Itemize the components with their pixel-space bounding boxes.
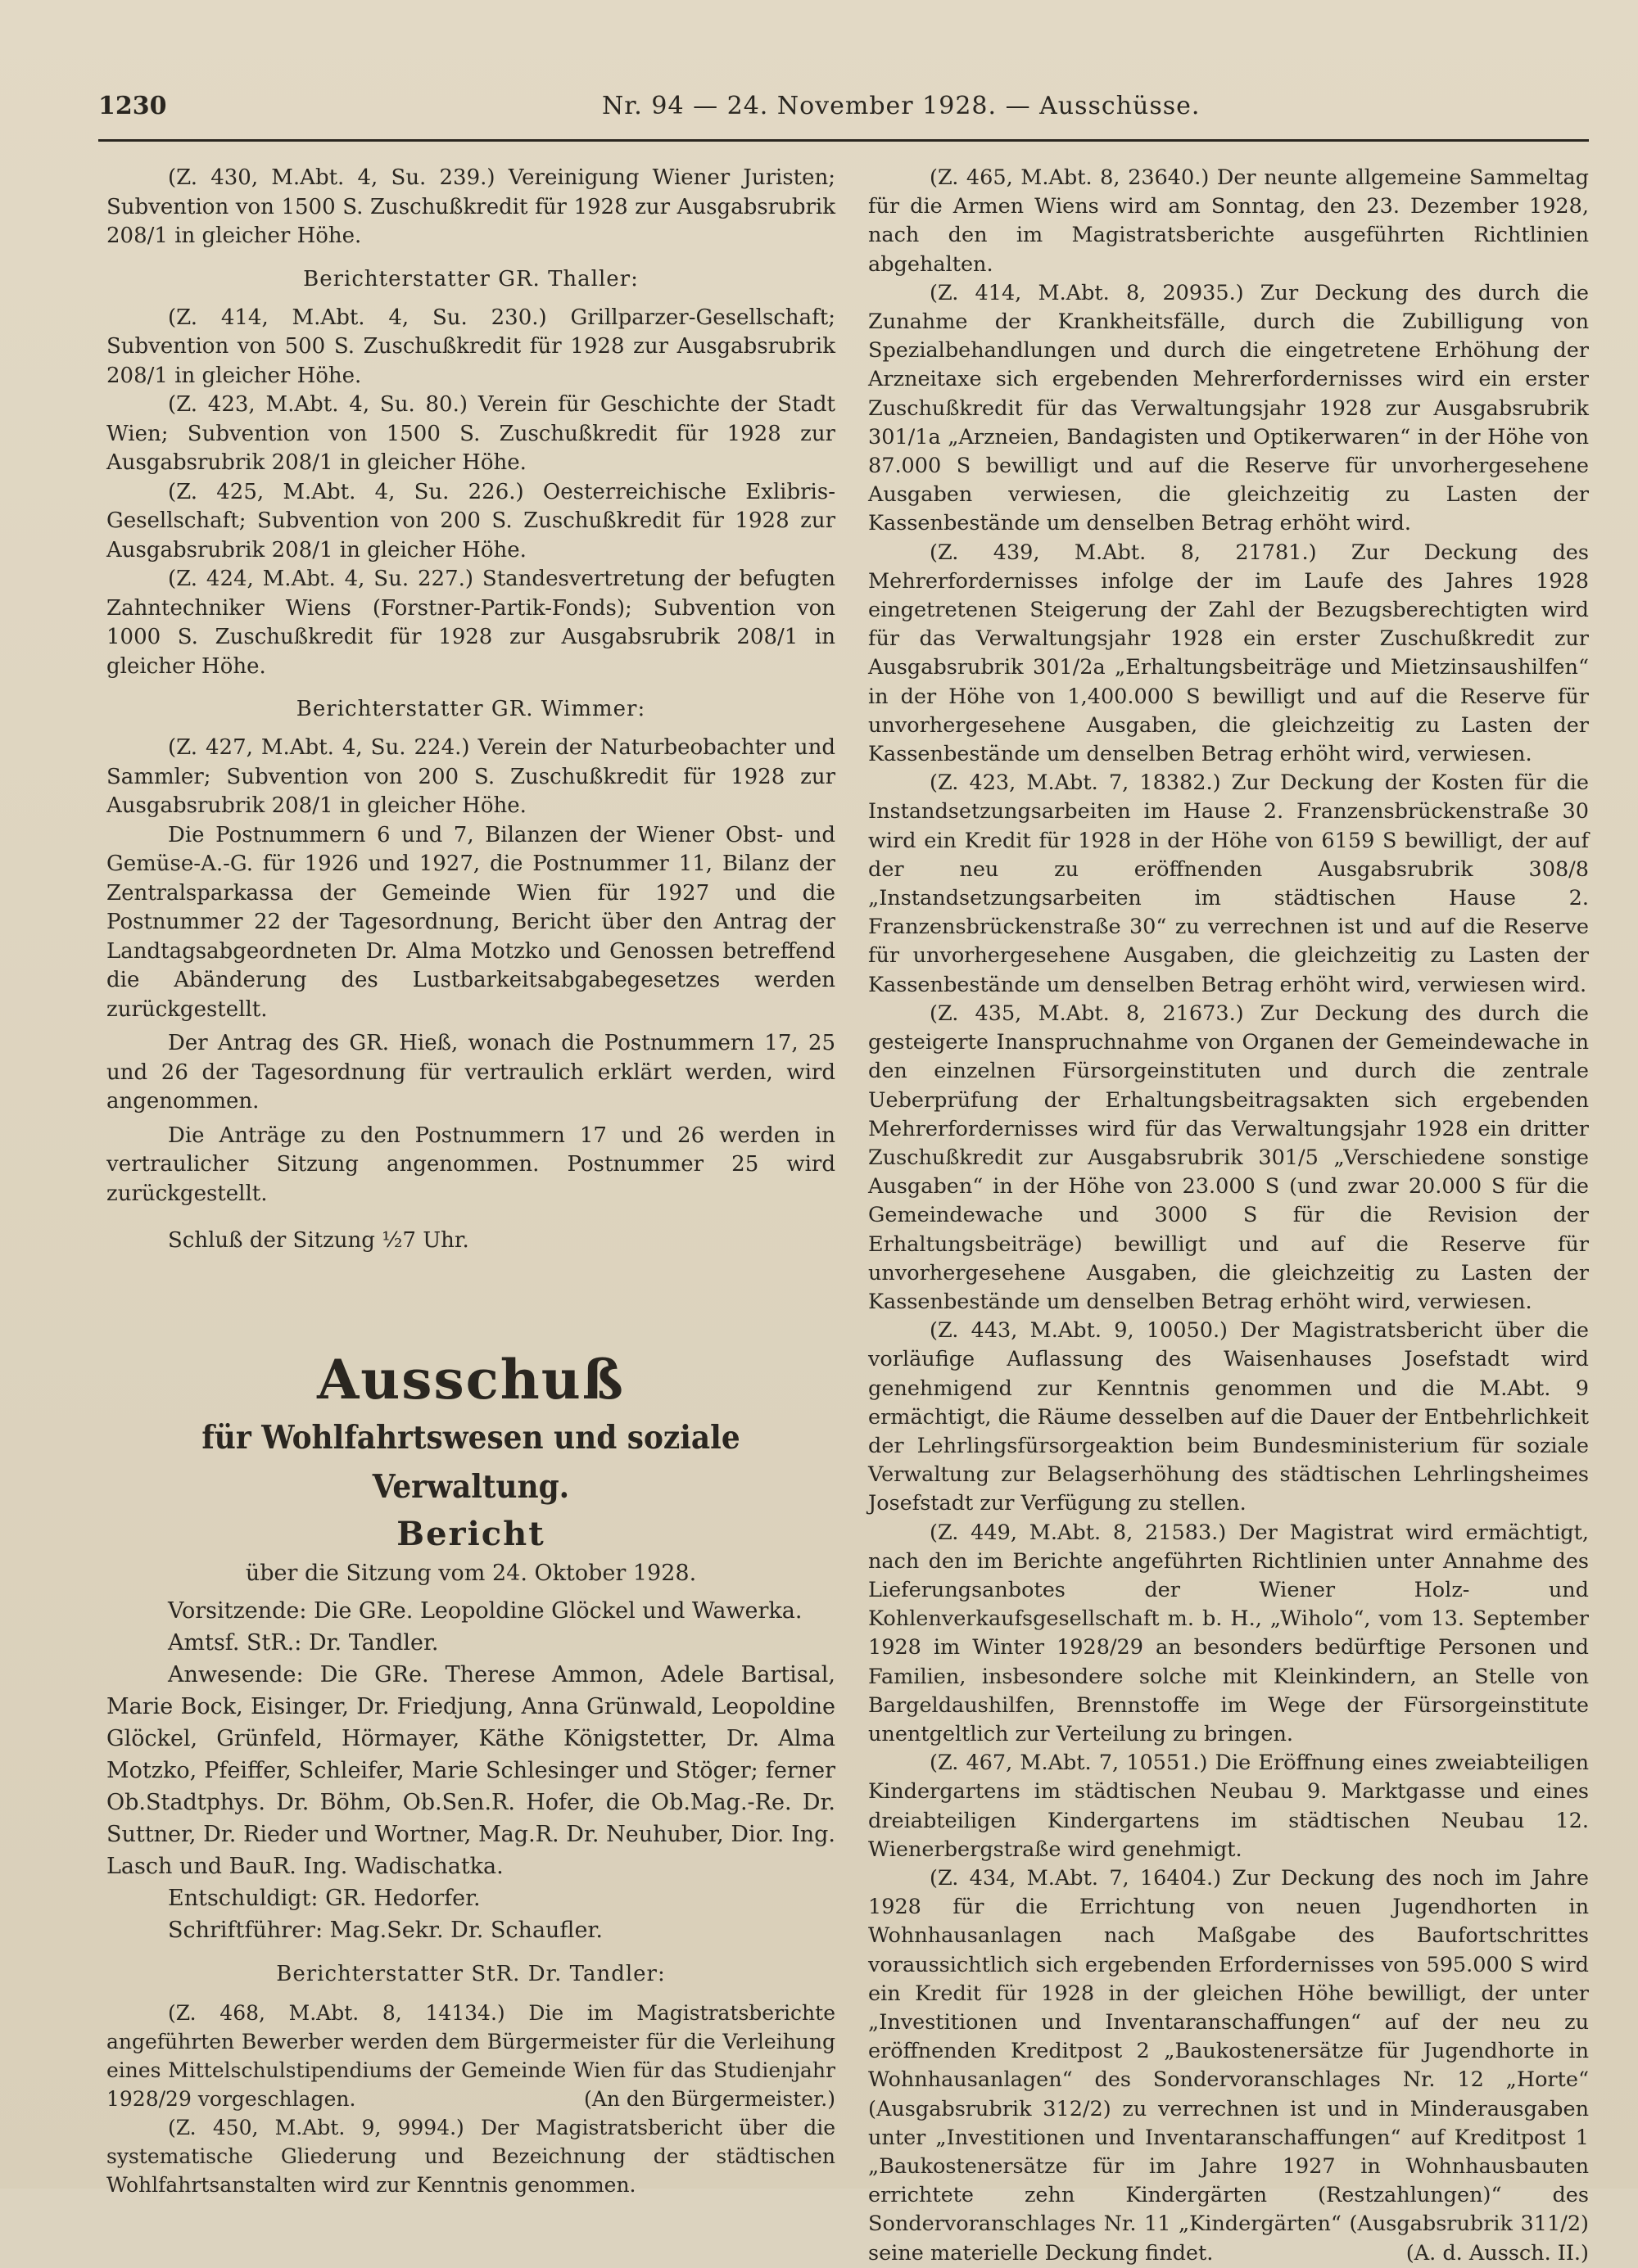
paragraph: (Z. 450, M.Abt. 9, 9994.) Der Magistratsbericht über die systematische Gliederung und Bezeichnung der städtischen Wohlfahrtsanstalten wird zur Kenntnis genommen. xyxy=(106,2115,835,2197)
paragraph: (Z. 414, M.Abt. 4, Su. 230.) Grillparzer-Gesellschaft; Subvention von 500 S. Zuschußkredit für 1928 zur Ausgabsrubrik 208/1 in gleicher Höhe. xyxy=(106,305,835,388)
page-number: 1230 xyxy=(98,92,167,120)
committee-section xyxy=(106,1346,835,1590)
paragraph-text: (Z. 468, M.Abt. 8, 14134.) Die im Magistratsberichte angeführten Bewerber werden dem Bürgermeister für die Verleihung eines Mittelschulstipendiums der Gemeinde Wien für das Studienjahr 1928/29 vorgeschlagen. xyxy=(106,2000,835,2111)
session-closing: Schluß der Sitzung ½7 Uhr. xyxy=(168,1228,469,1253)
page-header xyxy=(98,82,1589,131)
referral-note: (An den Bürgermeister.) xyxy=(584,2086,835,2111)
paragraph: (Z. 435, M.Abt. 8, 21673.) Zur Deckung des durch die gesteigerte Inanspruchnahme von Organen der Gemeindewache in den einzelnen Fürsorgeinstituten und durch die zentrale Ueberprüfung der Erhaltungsbeitragsakten sich ergebenden Mehrerfordernisses wird für das Verwaltungsjahr 1928 ein dritter Zuschußkredit zur Ausgabsrubrik 301/5 „Verschiedene sonstige Ausgaben“ in der Höhe von 23.000 S (und zwar 20.000 S für die Gemeindewache und 3000 S für die Revision der Erhaltungsbeiträge) bewilligt und auf die Reserve für unvorhergesehene Ausgaben, die gleichzeitig zu Lasten der Kassenbestände um denselben Betrag erhöht wird, verwiesen. xyxy=(868,1001,1589,1314)
reporter-heading: Berichterstatter GR. Thaller: xyxy=(303,266,639,291)
paragraph: (Z. 443, M.Abt. 9, 10050.) Der Magistratsbericht über die vorläufige Auflassung des Waisenhauses Josefstadt wird genehmigend zur Kenntnis genommen und die M.Abt. 9 ermächtigt, die Räume desselben auf die Dauer der Entbehrlichkeit der Lehrlingsfürsorgeaktion beim Bundesministerium für soziale Verwaltung zur Belagserhöhung des städtischen Lehrlingsheimes Josefstadt zur Verfügung zu stellen. xyxy=(868,1318,1589,1516)
reporter-heading: Berichterstatter GR. Wimmer: xyxy=(296,697,646,721)
paragraph: (Z. 467, M.Abt. 7, 10551.) Die Eröffnung eines zweiabteiligen Kindergartens im städtischen Neubau 9. Marktgasse und eines dreiabteiligen Kindergartens im städtischen Neubau 12. Wienerbergstraße wird genehmigt. xyxy=(868,1751,1589,1862)
paragraph xyxy=(106,1999,835,2113)
running-head: Nr. 94 — 24. November 1928. — Ausschüsse. xyxy=(602,92,1201,120)
left-column xyxy=(106,164,835,2199)
paragraph: (Z. 430, M.Abt. 4, Su. 239.) Vereinigung Wiener Juristen; Subvention von 1500 S. Zuschußkredit für 1928 zur Ausgabsrubrik 208/1 in gleicher Höhe. xyxy=(106,165,835,248)
paragraph: (Z. 414, M.Abt. 8, 20935.) Zur Deckung des durch die Zunahme der Krankheitsfälle, durch die Zubilligung von Spezialbehandlungen und durch die eingetretene Erhöhung der Arzneitaxe sich ergebenden Mehrerfordernisses wird ein erster Zuschußkredit für das Verwaltungsjahr 1928 zur Ausgabsrubrik 301/1a „Arzneien, Bandagisten und Optikerwaren“ in der Höhe von 87.000 S bewilligt und auf die Reserve für unvorhergesehene Ausgaben verwiesen, die gleichzeitig zu Lasten der Kassenbestände um denselben Betrag erhöht wird. xyxy=(868,280,1589,536)
paragraph: (Z. 424, M.Abt. 4, Su. 227.) Standesvertretung der befugten Zahntechniker Wiens (Forstner-Partik-Fonds); Subvention von 1000 S. Zuschußkredit für 1928 zur Ausgabsrubrik 208/1 in gleicher Höhe. xyxy=(106,567,835,679)
official-line: Amtsf. StR.: Dr. Tandler. xyxy=(168,1629,439,1656)
paragraph: (Z. 439, M.Abt. 8, 21781.) Zur Deckung des Mehrerfordernisses infolge der im Laufe des Jahres 1928 eingetretenen Steigerung der Zahl der Bezugsberechtigten wird für das Verwaltungsjahr 1928 ein erster Zuschußkredit zur Ausgabsrubrik 301/2a „Erhaltungsbeiträge und Mietzinsaushilfen“ in der Höhe von 1,400.000 S bewilligt und auf die Reserve für unvorhergesehene Ausgaben, die gleichzeitig zu Lasten der Kassenbestände um denselben Betrag erhöht wird, verwiesen. xyxy=(868,540,1589,767)
committee-subtitle: für Wohlfahrtswesen und soziale Verwaltung. xyxy=(201,1418,740,1506)
chair-line: Vorsitzende: Die GRe. Leopoldine Glöckel und Wawerka. xyxy=(168,1597,803,1624)
excused-line: Entschuldigt: GR. Hedorfer. xyxy=(168,1885,481,1911)
paragraph: Der Antrag des GR. Hieß, wonach die Postnummern 17, 25 und 26 der Tagesordnung für vertraulich erklärt werden, wird angenommen. xyxy=(106,1031,835,1114)
right-column xyxy=(868,164,1589,2268)
paragraph: (Z. 427, M.Abt. 4, Su. 224.) Verein der Naturbeobachter und Sammler; Subvention von 200 S. Zuschußkredit für 1928 zur Ausgabsrubrik 208/1 in gleicher Höhe. xyxy=(106,735,835,818)
paragraph-text: (Z. 434, M.Abt. 7, 16404.) Zur Deckung des noch im Jahre 1928 für die Errichtung von neuen Jugendhorten in Wohnhausanlagen nach Maßgabe des Baufortschrittes voraussichtlich sich ergebenden Erfordernisses von 595.000 S wird ein Kredit für 1928 in der gleichen Höhe bewilligt, der unter „Investitionen und Inventaranschaffungen“ auf der neu zu eröffnenden Kreditpost 2 „Baukostenersätze für Jugendhorte in Wohnhausanlagen“ des Sondervoranschlages Nr. 12 „Horte“ (Ausgabsrubrik 312/2) zu verrechnen ist und in Minderausgaben unter „Investitionen und Inventaranschaffungen“ auf Kreditpost 1 „Baukostenersätze für im Jahre 1927 in Wohnhausbauten errichtete zehn Kindergärten (Restzahlungen)“ des Sondervoranschlages Nr. 11 „Kindergärten“ (Ausgabsrubrik 311/2) seine materielle Deckung findet. xyxy=(868,1865,1589,2266)
report-heading: Bericht xyxy=(396,1514,545,1553)
paragraph: Die Postnummern 6 und 7, Bilanzen der Wiener Obst- und Gemüse-A.-G. für 1926 und 1927, die Postnummer 11, Bilanz der Zentralsparkassa der Gemeinde Wien für 1927 und die Postnummer 22 der Tagesordnung, Bericht über den Antrag der Landtagsabgeordneten Dr. Alma Motzko und Genossen betreffend die Abänderung des Lustbarkeitsabgabegesetzes werden zurückgestellt. xyxy=(106,822,835,1022)
committee-title: Ausschuß xyxy=(317,1347,625,1412)
referral-note: (A. d. Aussch. II.) xyxy=(1405,2240,1589,2266)
attendees-line: Anwesende: Die GRe. Therese Ammon, Adele Bartisal, Marie Bock, Eisinger, Dr. Friedjung, Anna Grünwald, Leopoldine Glöckel, Grünfeld, Hörmayer, Käthe Königstetter, Dr. Alma Motzko, Pfeiffer, Schleifer, Marie Schlesinger und Stöger; ferner Ob.Stadtphys. Dr. Böhm, Ob.Sen.R. Hofer, die Ob.Mag.-Re. Dr. Suttner, Dr. Rieder und Wortner, Mag.R. Dr. Neuhuber, Dior. Ing. Lasch und BauR. Ing. Wadischatka. xyxy=(106,1661,835,1879)
paragraph xyxy=(868,1864,1589,2268)
secretary-line: Schriftführer: Mag.Sekr. Dr. Schaufler. xyxy=(168,1917,603,1943)
paragraph: Die Anträge zu den Postnummern 17 und 26 werden in vertraulicher Sitzung angenommen. Postnummer 25 wird zurückgestellt. xyxy=(106,1123,835,1206)
session-date: über die Sitzung vom 24. Oktober 1928. xyxy=(245,1560,697,1586)
paragraph: (Z. 423, M.Abt. 7, 18382.) Zur Deckung der Kosten für die Instandsetzungsarbeiten im Hause 2. Franzensbrückenstraße 30 wird ein Kredit für 1928 in der Höhe von 6159 S bewilligt, der auf der neu zu eröffnenden Ausgabsrubrik 308/8 „Instandsetzungsarbeiten im städtischen Hause 2. Franzensbrückenstraße 30“ zu verrechnen ist und auf die Reserve für unvorhergesehene Ausgaben, die gleichzeitig zu Lasten der Kassenbestände um denselben Betrag erhöht wird, verwiesen wird. xyxy=(868,770,1589,997)
paragraph: (Z. 449, M.Abt. 8, 21583.) Der Magistrat wird ermächtigt, nach den im Berichte angeführten Richtlinien unter Annahme des Lieferungsanbotes der Wiener Holz- und Kohlenverkaufsgesellschaft m. b. H., „Wiholo“, vom 13. September 1928 im Winter 1928/29 an besonders bedürftige Personen und Familien, insbesondere solche mit Kleinkindern, an Stelle von Bargeldaushilfen, Brennstoffe im Wege der Fürsorgeinstitute unentgeltlich zur Verteilung zu bringen. xyxy=(868,1520,1589,1746)
paragraph: (Z. 465, M.Abt. 8, 23640.) Der neunte allgemeine Sammeltag für die Armen Wiens wird am Sonntag, den 23. Dezember 1928, nach den im Magistratsberichte ausgeführten Richtlinien abgehalten. xyxy=(868,165,1589,277)
paragraph: (Z. 423, M.Abt. 4, Su. 80.) Verein für Geschichte der Stadt Wien; Subvention von 1500 S. Zuschußkredit für 1928 zur Ausgabsrubrik 208/1 in gleicher Höhe. xyxy=(106,392,835,475)
reporter-heading: Berichterstatter StR. Dr. Tandler: xyxy=(276,1961,666,1986)
header-rule xyxy=(98,139,1589,142)
paragraph: (Z. 425, M.Abt. 4, Su. 226.) Oesterreichische Exlibris-Gesellschaft; Subvention von 200 S. Zuschußkredit für 1928 zur Ausgabsrubrik 208/1 in gleicher Höhe. xyxy=(106,479,835,562)
